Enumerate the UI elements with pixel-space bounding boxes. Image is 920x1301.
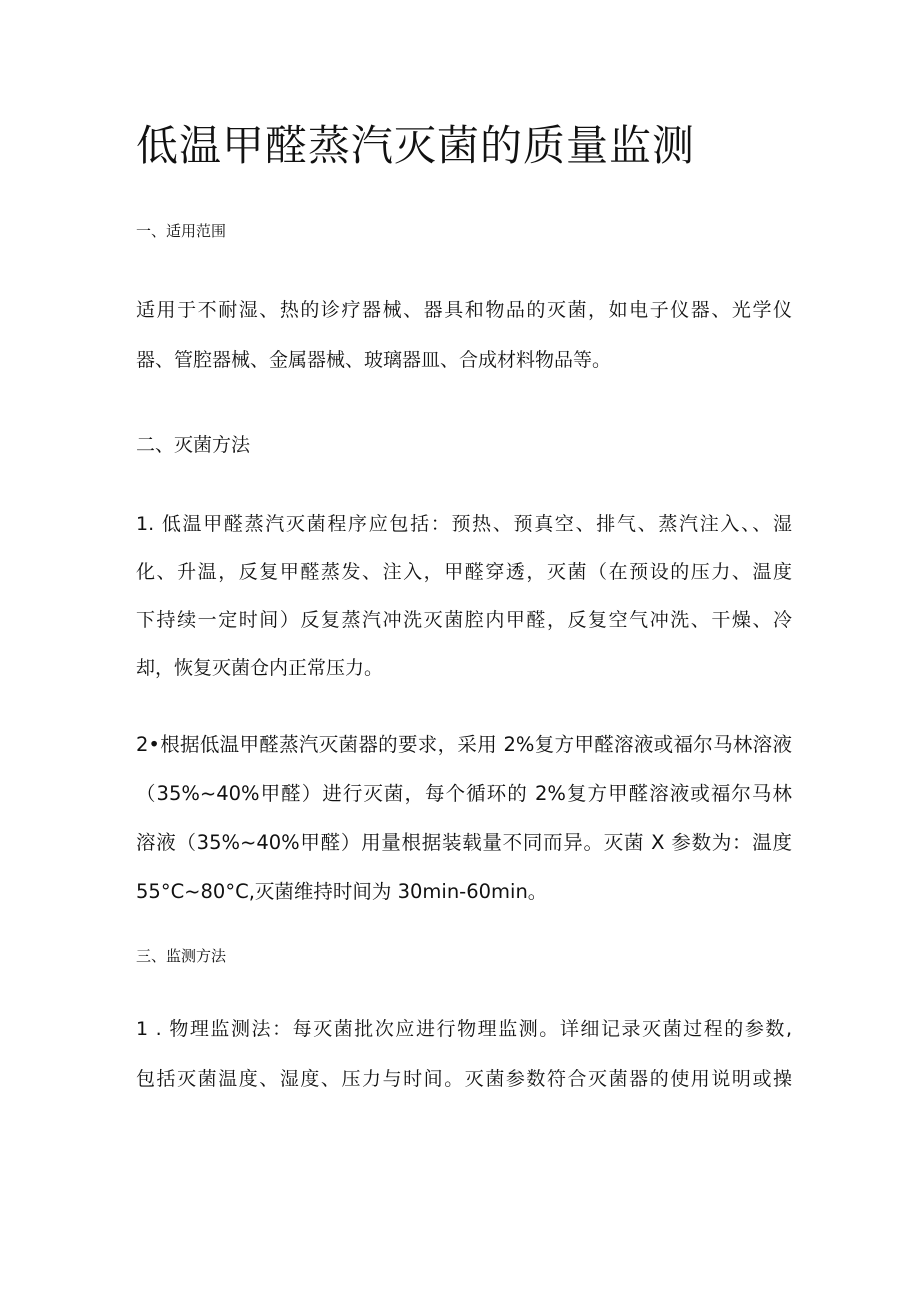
paragraph-line: 2•根据低温甲醛蒸汽灭菌器的要求，采用 2%复方甲醛溶液或福尔马林溶液 bbox=[136, 733, 792, 756]
paragraph-line: 却，恢复灭菌仓内正常压力。 bbox=[136, 657, 384, 679]
paragraph-line: 下持续一定时间）反复蒸汽冲洗灭菌腔内甲醛，反复空气冲洗、干燥、冷 bbox=[136, 609, 792, 631]
scope-paragraph bbox=[136, 285, 792, 385]
paragraph-line: 化、升温，反复甲醛蒸发、注入，甲醛穿透，灭菌（在预设的压力、温度 bbox=[136, 561, 792, 583]
paragraph-line: （35%~40%甲醛）进行灭菌，每个循环的 2%复方甲醛溶液或福尔马林 bbox=[136, 782, 792, 805]
method-item-2 bbox=[136, 720, 792, 916]
paragraph-line: 1. 低温甲醛蒸汽灭菌程序应包括：预热、预真空、排气、蒸汽注入、、湿 bbox=[136, 513, 792, 535]
paragraph-line: 1 . 物理监测法：每灭菌批次应进行物理监测。详细记录灭菌过程的参数, bbox=[136, 1018, 792, 1040]
paragraph-line: 器、管腔器械、金属器械、玻璃器皿、合成材料物品等。 bbox=[136, 349, 612, 371]
method-item-1 bbox=[136, 500, 792, 692]
section-heading-method: 二、灭菌方法 bbox=[136, 434, 251, 456]
section-heading-scope: 一、适用范围 bbox=[136, 222, 227, 240]
document-title: 低温甲醛蒸汽灭菌的质量监测 bbox=[136, 121, 696, 170]
paragraph-line: 包括灭菌温度、湿度、压力与时间。灭菌参数符合灭菌器的使用说明或操 bbox=[136, 1068, 792, 1090]
paragraph-line: 55°C~80°C,灭菌维持时间为 30min-60min。 bbox=[136, 880, 548, 903]
paragraph-line: 溶液（35%~40%甲醛）用量根据装载量不同而异。灭菌 X 参数为：温度 bbox=[136, 831, 792, 854]
paragraph-line: 适用于不耐湿、热的诊疗器械、器具和物品的灭菌，如电子仪器、光学仪 bbox=[136, 299, 792, 321]
section-heading-monitoring: 三、监测方法 bbox=[136, 947, 227, 965]
monitoring-item-1 bbox=[136, 1004, 792, 1104]
